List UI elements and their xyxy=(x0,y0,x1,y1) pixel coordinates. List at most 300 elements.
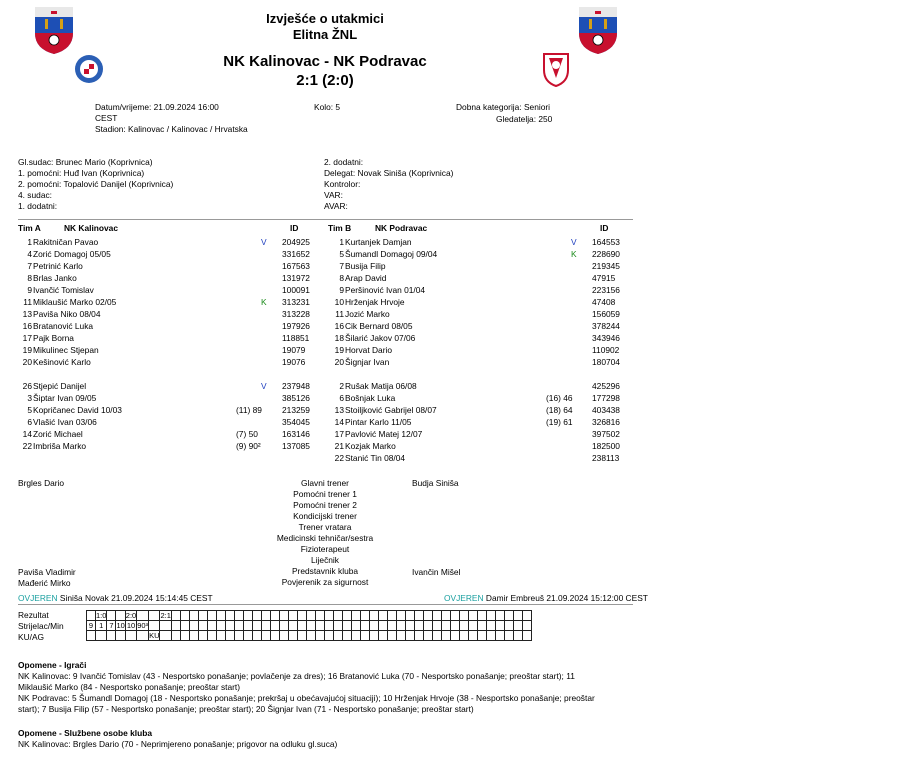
score-cell xyxy=(504,611,513,621)
score-cell xyxy=(378,631,387,641)
player-id: 331652 xyxy=(282,249,310,259)
player-number: 7 xyxy=(27,261,32,271)
staff-role-label: Pomoćni trener 2 xyxy=(293,500,357,510)
score-cell xyxy=(486,621,495,631)
player-name: Šilarić Jakov 07/06 xyxy=(345,333,416,343)
score-cell xyxy=(207,631,216,641)
score-cell xyxy=(216,621,225,631)
score-cell xyxy=(396,611,405,621)
competition-name: Elitna ŽNL xyxy=(292,27,358,42)
score-cell xyxy=(342,621,351,631)
score-cell xyxy=(405,611,414,621)
score-cell xyxy=(504,631,513,641)
score-cell xyxy=(477,621,486,631)
score-cell: 1 xyxy=(96,621,107,631)
score-cell xyxy=(189,621,198,631)
player-number: 6 xyxy=(339,393,344,403)
team-b-coach: Budja Siniša xyxy=(412,478,459,488)
player-number: 5 xyxy=(27,405,32,415)
player-role-badge: K xyxy=(261,297,267,307)
score-cell xyxy=(270,621,279,631)
player-name: Arap David xyxy=(345,273,387,283)
score-cell xyxy=(423,611,432,621)
staff-role-label: Medicinski tehničar/sestra xyxy=(276,533,374,543)
player-name: Miklaušić Marko 02/05 xyxy=(33,297,117,307)
player-name: Hrženjak Hrvoje xyxy=(345,297,405,307)
player-id: 19076 xyxy=(282,357,306,367)
score-cell xyxy=(441,621,450,631)
score-cell xyxy=(513,631,522,641)
player-id: 354045 xyxy=(282,417,310,427)
player-name: Rakitničan Pavao xyxy=(33,237,99,247)
score-cell xyxy=(279,621,288,631)
player-id: 219345 xyxy=(592,261,620,271)
score-cell xyxy=(387,631,396,641)
player-id: 167563 xyxy=(282,261,310,271)
score-cell xyxy=(279,611,288,621)
player-name: Zorić Michael xyxy=(33,429,83,439)
score-cell xyxy=(342,611,351,621)
score-cell xyxy=(297,621,306,631)
controller: Kontrolor: xyxy=(324,179,361,189)
player-id: 397502 xyxy=(592,429,620,439)
score-cell xyxy=(324,611,333,621)
player-name: Horvat Dario xyxy=(345,345,393,355)
score-cell xyxy=(351,631,360,641)
var-official: VAR: xyxy=(324,190,343,200)
score-cell xyxy=(333,631,342,641)
score-cell xyxy=(198,621,207,631)
score-cell xyxy=(423,631,432,641)
score-cell xyxy=(369,611,378,621)
player-number: 14 xyxy=(334,417,344,427)
player-id: 163146 xyxy=(282,429,310,439)
player-warnings-podravac-cont: start); 7 Busija Filip (57 - Nesportsko ponašanje; preoštar start); 20 Šignjar Ivan (71 - Nesportsko ponašanje; preoštar start) xyxy=(18,704,474,714)
player-number: 18 xyxy=(334,333,344,343)
player-id: 403438 xyxy=(592,405,620,415)
player-id: 313231 xyxy=(282,297,310,307)
age-category: Dobna kategorija: Seniori xyxy=(456,102,551,112)
score-cell: 10 xyxy=(116,621,125,630)
player-name: Imbriša Marko xyxy=(33,441,87,451)
player-name: Bošnjak Luka xyxy=(345,393,396,403)
score-cell xyxy=(243,621,252,631)
score-cell xyxy=(324,631,333,641)
player-id: 343946 xyxy=(592,333,620,343)
score-cell xyxy=(441,631,450,641)
player-name: Peršinović Ivan 01/04 xyxy=(345,285,426,295)
player-name: Stoiljković Gabrijel 08/07 xyxy=(345,405,437,415)
score-cell xyxy=(137,631,149,641)
player-name: Brlas Janko xyxy=(33,273,77,283)
player-id: 326816 xyxy=(592,417,620,427)
match-title: NK Kalinovac - NK Podravac xyxy=(223,53,427,70)
player-number: 22 xyxy=(334,453,344,463)
score-cell xyxy=(234,621,243,631)
score-cell xyxy=(396,621,405,631)
verified-label: OVJEREN xyxy=(18,593,58,603)
player-number: 17 xyxy=(334,429,344,439)
player-warnings-title: Opomene - Igrači xyxy=(18,660,87,670)
score-cell xyxy=(288,611,297,621)
player-id: 237948 xyxy=(282,381,310,391)
player-number: 8 xyxy=(339,273,344,283)
score-cell xyxy=(216,611,225,621)
divider xyxy=(18,219,633,220)
score-cell xyxy=(252,621,261,631)
player-name: Kurtanjek Damjan xyxy=(345,237,412,247)
match-timezone: CEST xyxy=(95,113,118,123)
score-cell xyxy=(459,631,468,641)
score-cell xyxy=(522,621,531,631)
player-sub-info: (18) 64 xyxy=(546,405,573,415)
player-name: Šignjar Ivan xyxy=(345,357,390,367)
player-role-badge: K xyxy=(571,249,577,259)
player-id: 177298 xyxy=(592,393,620,403)
score-cell xyxy=(459,621,468,631)
player-warnings-kalinovac: NK Kalinovac: 9 Ivančić Tomislav (43 - Nesportsko ponašanje; povlačenje za dres); 16 Bratanović Luka (70 - Nesportsko ponašanje; preoštar start); 11 xyxy=(18,671,575,681)
score-cell xyxy=(414,631,423,641)
score-cell xyxy=(369,631,378,641)
player-number: 19 xyxy=(334,345,344,355)
player-number: 19 xyxy=(22,345,32,355)
score-cell xyxy=(207,621,216,631)
report-title: Izvješće o utakmici xyxy=(266,11,384,26)
score-cell xyxy=(137,611,149,621)
score-cell xyxy=(522,611,531,621)
player-id: 110902 xyxy=(592,345,620,355)
score-cell xyxy=(468,631,477,641)
player-name: Petrinić Karlo xyxy=(33,261,83,271)
score-cell xyxy=(116,631,125,641)
score-cell xyxy=(423,621,432,631)
score-cell xyxy=(243,611,252,621)
score-cell xyxy=(432,621,441,631)
score-cell: 1:0 xyxy=(96,611,107,620)
player-role-badge: V xyxy=(261,381,267,391)
team-b-name: NK Podravac xyxy=(375,223,428,233)
player-number: 16 xyxy=(334,321,344,331)
nk-podravac-crest-icon xyxy=(541,48,571,88)
score-cell xyxy=(149,621,160,631)
player-warnings-podravac: NK Podravac: 5 Šumandl Domagoj (18 - Nesportsko ponašanje; prekršaj u obećavajućoj situaciji); 10 Hrženjak Hrvoje (38 - Nesportsko ponašanje; preoštar xyxy=(18,693,595,703)
team-b-rep: Ivančin Mišel xyxy=(412,567,461,577)
score-cell xyxy=(342,631,351,641)
player-role-badge: V xyxy=(571,237,577,247)
spectators: Gledatelja: 250 xyxy=(496,114,553,124)
score-cell xyxy=(270,611,279,621)
player-id: 47915 xyxy=(592,273,616,283)
score-cell: 10 xyxy=(126,621,136,630)
score-cell: 2:0 xyxy=(125,611,137,620)
score-cell xyxy=(468,611,477,621)
player-name: Cik Bernard 08/05 xyxy=(345,321,413,331)
assistant-referee-1: 1. pomoćni: Huđ Ivan (Koprivnica) xyxy=(18,168,145,178)
score-cell xyxy=(288,621,297,631)
player-name: Ivančić Tomislav xyxy=(33,285,94,295)
score-cell xyxy=(180,611,189,621)
player-name: Pavlović Matej 12/07 xyxy=(345,429,423,439)
player-number: 22 xyxy=(22,441,32,451)
score-cell xyxy=(441,611,450,621)
player-name: Pajk Borna xyxy=(33,333,74,343)
player-id: 385126 xyxy=(282,393,310,403)
match-datetime: Datum/vrijeme: 21.09.2024 16:00 xyxy=(95,102,219,112)
player-number: 10 xyxy=(334,297,344,307)
score-cell xyxy=(171,621,180,631)
score-cell: 90³ xyxy=(137,621,149,630)
score-cell xyxy=(87,631,96,641)
player-number: 11 xyxy=(23,297,32,307)
score-cell xyxy=(360,631,369,641)
team-a-coach: Brgles Dario xyxy=(18,478,65,488)
player-name: Zorić Domagoj 05/05 xyxy=(33,249,111,259)
match-round: Kolo: 5 xyxy=(314,102,341,112)
score-cell xyxy=(189,611,198,621)
score-cell xyxy=(234,631,243,641)
score-cell xyxy=(450,611,459,621)
match-result: 2:1 (2:0) xyxy=(296,72,354,89)
score-cell xyxy=(369,621,378,631)
score-cell: KU xyxy=(149,631,160,640)
player-id: 131972 xyxy=(282,273,310,283)
player-name: Kešinović Karlo xyxy=(33,357,91,367)
score-cell xyxy=(261,621,270,631)
score-cell xyxy=(180,631,189,641)
player-sub-info: (7) 50 xyxy=(236,429,258,439)
score-cell xyxy=(189,631,198,641)
score-cell xyxy=(180,621,189,631)
player-number: 16 xyxy=(22,321,32,331)
score-cell xyxy=(87,611,96,621)
team-a-id-header: ID xyxy=(290,223,299,233)
team-a-label: Tim A xyxy=(18,223,41,233)
score-cell xyxy=(297,611,306,621)
score-cell xyxy=(198,631,207,641)
staff-role-label: Povjerenik za sigurnost xyxy=(281,577,369,587)
staff-warnings-kalinovac: NK Kalinovac: Brgles Dario (70 - Neprimjereno ponašanje; prigovor na odluku gl.suca) xyxy=(18,739,338,749)
score-cell xyxy=(495,631,504,641)
score-cell xyxy=(252,611,261,621)
score-cell xyxy=(387,621,396,631)
staff-role-label: Trener vratara xyxy=(298,522,352,532)
player-number: 4 xyxy=(27,249,32,259)
divider xyxy=(18,604,633,605)
score-cell xyxy=(107,611,116,621)
score-cell xyxy=(324,621,333,631)
score-cell xyxy=(107,631,116,641)
match-stadium: Stadion: Kalinovac / Kalinovac / Hrvatska xyxy=(95,124,248,134)
main-referee: Gl.sudac: Brunec Mario (Koprivnica) xyxy=(18,157,153,167)
player-number: 17 xyxy=(22,333,32,343)
score-cell xyxy=(243,631,252,641)
score-cell xyxy=(306,621,315,631)
score-label-result: Rezultat xyxy=(18,610,49,620)
player-id: 164553 xyxy=(592,237,620,247)
player-id: 313228 xyxy=(282,309,310,319)
player-number: 20 xyxy=(334,357,344,367)
score-cell xyxy=(207,611,216,621)
score-cell xyxy=(486,631,495,641)
staff-role-label: Predstavnik kluba xyxy=(291,566,359,576)
player-name: Kozjak Marko xyxy=(345,441,396,451)
player-number: 9 xyxy=(339,285,344,295)
verified-text: Siniša Novak 21.09.2024 15:14:45 CEST xyxy=(59,593,213,603)
player-id: 197926 xyxy=(282,321,310,331)
player-sub-info: (16) 46 xyxy=(546,393,573,403)
score-grid-table xyxy=(86,610,532,641)
player-role-badge: V xyxy=(261,237,267,247)
score-cell xyxy=(495,621,504,631)
score-cell xyxy=(333,611,342,621)
score-cell xyxy=(504,621,513,631)
player-id: 204925 xyxy=(282,237,310,247)
staff-role-label: Fizioterapeut xyxy=(300,544,350,554)
score-cell xyxy=(450,631,459,641)
player-number: 14 xyxy=(22,429,32,439)
score-cell xyxy=(198,611,207,621)
verified-label: OVJEREN xyxy=(444,593,484,603)
verified-text: Damir Embreuš 21.09.2024 15:12:00 CEST xyxy=(485,593,648,603)
score-cell xyxy=(351,621,360,631)
player-id: 228690 xyxy=(592,249,620,259)
player-number: 13 xyxy=(334,405,344,415)
player-number: 1 xyxy=(339,237,344,247)
player-number: 26 xyxy=(22,381,32,391)
player-name: Pintar Karlo 11/05 xyxy=(345,417,412,427)
score-cell xyxy=(513,621,522,631)
score-cell xyxy=(405,621,414,631)
score-cell xyxy=(477,631,486,641)
player-name: Stanić Tin 08/04 xyxy=(345,453,406,463)
avar-official: AVAR: xyxy=(324,201,348,211)
player-id: 213259 xyxy=(282,405,310,415)
additional-official-2: 2. dodatni: xyxy=(324,157,364,167)
score-cell xyxy=(216,631,225,641)
player-name: Rušak Matija 06/08 xyxy=(345,381,417,391)
score-cell xyxy=(387,611,396,621)
county-crest-left-icon xyxy=(33,5,75,55)
score-cell xyxy=(333,621,342,631)
score-cell xyxy=(432,611,441,621)
player-id: 47408 xyxy=(592,297,616,307)
player-id: 100091 xyxy=(282,285,310,295)
score-cell xyxy=(450,621,459,631)
player-number: 5 xyxy=(339,249,344,259)
score-cell xyxy=(378,611,387,621)
score-cell: 2:1 xyxy=(160,611,171,620)
team-a-physio: Paviša Vladimir xyxy=(18,567,76,577)
player-name: Stjepić Danijel xyxy=(33,381,87,391)
player-number: 20 xyxy=(22,357,32,367)
score-cell xyxy=(405,631,414,641)
score-cell xyxy=(252,631,261,641)
player-name: Busija Filip xyxy=(345,261,386,271)
player-number: 1 xyxy=(27,237,32,247)
score-cell xyxy=(149,611,160,621)
score-cell xyxy=(315,621,324,631)
player-name: Jozić Marko xyxy=(345,309,390,319)
score-cell xyxy=(432,631,441,641)
score-cell xyxy=(351,611,360,621)
score-cell xyxy=(279,631,288,641)
player-sub-info: (19) 61 xyxy=(546,417,573,427)
score-cell xyxy=(522,631,531,641)
score-cell xyxy=(414,611,423,621)
score-cell xyxy=(225,621,234,631)
score-cell xyxy=(459,611,468,621)
delegate: Delegat: Novak Siniša (Koprivnica) xyxy=(324,168,454,178)
player-name: Bratanović Luka xyxy=(33,321,94,331)
player-id: 156059 xyxy=(592,309,620,319)
player-number: 11 xyxy=(335,309,344,319)
player-id: 19079 xyxy=(282,345,306,355)
score-label-ku: KU/AG xyxy=(18,632,45,642)
score-cell xyxy=(306,631,315,641)
player-warnings-kalinovac-cont: Miklaušić Marko (84 - Nesportsko ponašanje; preoštar start) xyxy=(18,682,241,692)
score-label-scorer: Strijelac/Min xyxy=(18,621,64,631)
score-cell xyxy=(171,611,180,621)
staff-role-label: Pomoćni trener 1 xyxy=(293,489,357,499)
player-id: 223156 xyxy=(592,285,620,295)
player-id: 118851 xyxy=(282,333,310,343)
score-cell: 7 xyxy=(107,621,116,631)
team-b-id-header: ID xyxy=(600,223,609,233)
player-number: 6 xyxy=(27,417,32,427)
score-cell xyxy=(297,631,306,641)
team-b-label: Tim B xyxy=(328,223,352,233)
score-cell xyxy=(288,631,297,641)
score-cell xyxy=(225,611,234,621)
score-cell xyxy=(495,611,504,621)
player-number: 9 xyxy=(27,285,32,295)
player-number: 7 xyxy=(339,261,344,271)
player-id: 182500 xyxy=(592,441,620,451)
player-name: Mikulinec Stjepan xyxy=(33,345,99,355)
county-crest-right-icon xyxy=(577,5,619,55)
score-cell xyxy=(171,631,180,641)
player-name: Kopričanec David 10/03 xyxy=(33,405,122,415)
score-cell xyxy=(270,631,279,641)
score-cell: 9 xyxy=(87,621,96,631)
player-name: Vlašić Ivan 03/06 xyxy=(33,417,97,427)
score-cell xyxy=(360,621,369,631)
score-cell xyxy=(125,631,136,641)
team-a-verified xyxy=(18,593,213,603)
score-cell xyxy=(116,611,125,621)
staff-role-label: Liječnik xyxy=(311,555,339,565)
score-cell xyxy=(261,631,270,641)
score-cell xyxy=(315,611,324,621)
score-cell xyxy=(234,611,243,621)
player-number: 2 xyxy=(339,381,344,391)
score-cell xyxy=(96,631,107,641)
score-cell xyxy=(160,631,171,641)
staff-role-label: Kondicijski trener xyxy=(293,511,357,521)
score-cell xyxy=(414,621,423,631)
fourth-official: 4. sudac: xyxy=(18,190,52,200)
score-cell xyxy=(486,611,495,621)
player-name: Šumandl Domagoj 09/04 xyxy=(345,249,438,259)
team-b-verified xyxy=(444,593,648,603)
player-name: Paviša Niko 08/04 xyxy=(33,309,101,319)
player-number: 3 xyxy=(27,393,32,403)
player-number: 21 xyxy=(334,441,344,451)
player-id: 425296 xyxy=(592,381,620,391)
score-cell xyxy=(360,611,369,621)
player-name: Šiptar Ivan 09/05 xyxy=(33,393,97,403)
score-cell xyxy=(468,621,477,631)
